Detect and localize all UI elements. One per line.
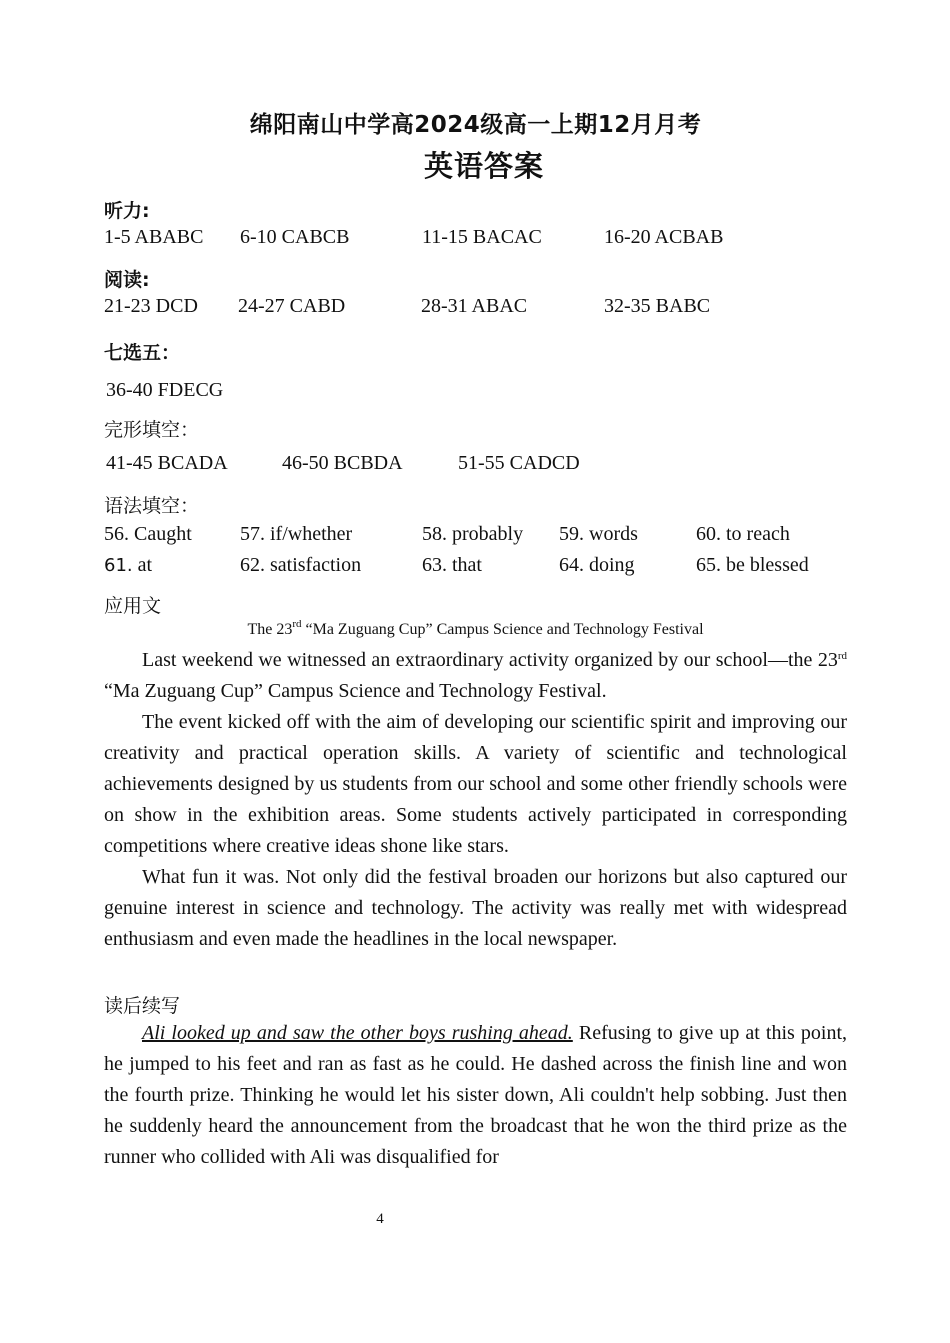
paragraph-text-rest: “Ma Zuguang Cup” Campus Science and Technology Festival. (104, 680, 607, 702)
grammar-answers-row-1 (104, 523, 864, 549)
answer-group: 1-5 ABABC (104, 226, 204, 248)
section-label-reading: 阅读: (104, 269, 150, 291)
given-opening-sentence: Ali looked up and saw the other boys rushing ahead. (142, 1022, 573, 1044)
grammar-answer: 60. to reach (696, 523, 790, 545)
grammar-answers-row-2 (104, 554, 864, 580)
exam-subtitle: 英语答案 (423, 149, 544, 183)
grammar-answer: 63. that (422, 554, 482, 576)
section-label-continuation-writing: 读后续写 (104, 995, 181, 1017)
listening-answers-row (104, 226, 864, 252)
answer-group: 11-15 BACAC (422, 226, 542, 248)
grammar-answer: 65. be blessed (696, 554, 809, 576)
grammar-answer: 56. Caught (104, 523, 192, 545)
essay-title (104, 618, 847, 639)
grammar-answer: 57. if/whether (240, 523, 353, 545)
continuation-paragraph (104, 1018, 847, 1173)
grammar-answer-word: at (137, 554, 153, 576)
answer-group: 24-27 CABD (238, 295, 346, 317)
essay-title-text: The 23 (247, 621, 293, 638)
answer-group: 46-50 BCBDA (282, 452, 403, 474)
essay-title-text-rest: “Ma Zuguang Cup” Campus Science and Technology Festival (301, 621, 704, 638)
section-label-cloze: 完形填空： (104, 419, 200, 441)
answer-group: 51-55 CADCD (458, 452, 580, 474)
essay-paragraph-2: The event kicked off with the aim of developing our scientific spirit and improving our creativity and practical operation skills. A variety of scientific and technological achievements designed by us students from our school and some other friendly schools were on show in the exhibition areas. Some students actively participated in corresponding competitions where creative ideas shone like stars. (104, 711, 847, 857)
paragraph-text: Last weekend we witnessed an extraordinary activity organized by our school—the 23 (142, 649, 838, 671)
answer-group: 28-31 ABAC (421, 295, 528, 317)
section-label-practical-writing: 应用文 (104, 595, 162, 617)
exam-title: 绵阳南山中学高2024级高一上期12月月考 (249, 112, 702, 138)
answer-group: 32-35 BABC (604, 295, 711, 317)
grammar-answer-number: 61. (104, 555, 133, 576)
page-number: 4 (376, 1211, 384, 1227)
answer-group: 41-45 BCADA (106, 452, 228, 474)
reading-answers-row (104, 295, 864, 321)
essay-paragraph-1 (104, 645, 847, 707)
answer-group: 16-20 ACBAB (604, 226, 724, 248)
continuation-text: Refusing to give up at this point, he jumped to his feet and ran as fast as he could. He dashed across the finish line and won the fourth prize. Thinking he would let his sister down, Ali couldn't help sobbing. Just then he suddenly heard the announcement from the broadcast that he won the third prize as the runner who collided with Ali was disqualified for (104, 1022, 848, 1168)
answer-group: 21-23 DCD (104, 295, 198, 317)
paragraph-sup: rd (837, 650, 847, 662)
grammar-answer: 58. probably (422, 523, 524, 545)
grammar-answer: 64. doing (559, 554, 635, 576)
answer-group: 36-40 FDECG (106, 379, 224, 401)
essay-paragraph-3: What fun it was. Not only did the festival broaden our horizons but also captured our genuine interest in science and technology. The activity was really met with widespread enthusiasm and even made the headlines in the local newspaper. (104, 866, 847, 950)
section-label-listening: 听力: (104, 200, 150, 222)
answer-group: 6-10 CABCB (240, 226, 350, 248)
grammar-answer: 62. satisfaction (240, 554, 362, 576)
section-label-seven-choose-five: 七选五： (104, 342, 181, 364)
essay-title-sup: rd (292, 618, 302, 630)
section-label-grammar: 语法填空： (104, 495, 200, 517)
grammar-answer (104, 554, 152, 577)
cloze-answers-row (104, 452, 864, 478)
seven-choose-five-answers-row (104, 379, 864, 405)
grammar-answer: 59. words (559, 523, 638, 545)
